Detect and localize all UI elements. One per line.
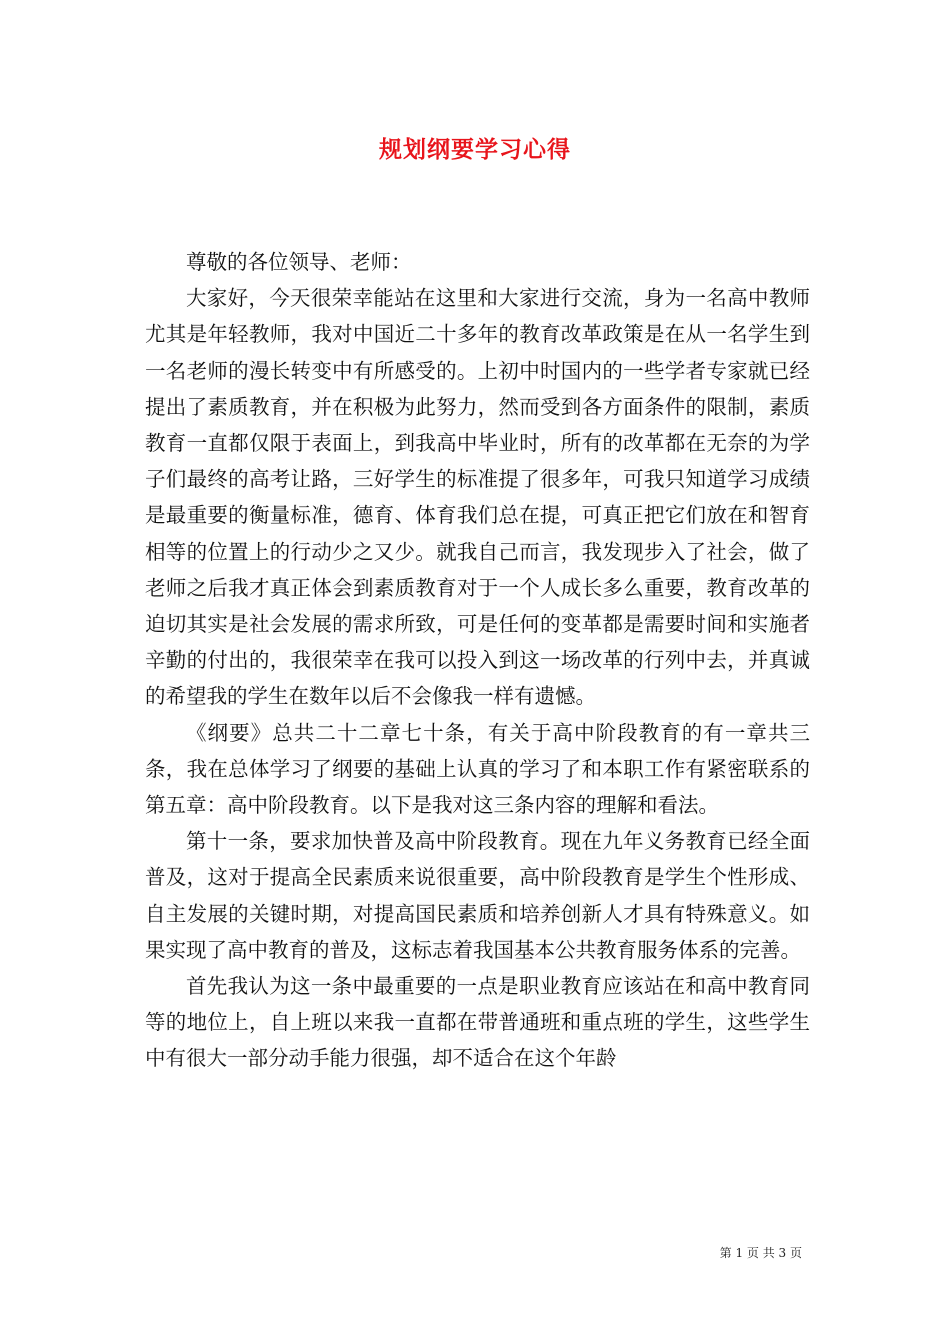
body-paragraph: 《纲要》总共二十二章七十条，有关于高中阶段教育的有一章共三条，我在总体学习了纲要的基础上认真的学习了和本职工作有紧密联系的第五章：高中阶段教育。以下是我对这三条内容的理解和看法。 bbox=[145, 720, 810, 818]
body-paragraph: 第十一条，要求加快普及高中阶段教育。现在九年义务教育已经全面普及，这对于提高全民素质来说很重要，高中阶段教育是学生个性形成、自主发展的关键时期，对提高国民素质和培养创新人才具有特殊意义。如果实现了高中教育的普及，这标志着我国基本公共教育服务体系的完善。 bbox=[145, 829, 810, 962]
document-body bbox=[145, 244, 810, 1077]
salutation-paragraph: 尊敬的各位领导、老师： bbox=[186, 250, 412, 274]
body-paragraph: 首先我认为这一条中最重要的一点是职业教育应该站在和高中教育同等的地位上，自上班以来我一直都在带普通班和重点班的学生，这些学生中有很大一部分动手能力很强，却不适合在这个年龄 bbox=[145, 974, 810, 1071]
page-number-footer: 第 1 页 共 3 页 bbox=[719, 1246, 802, 1260]
document-title: 规划纲要学习心得 bbox=[379, 136, 571, 163]
body-paragraph: 大家好，今天很荣幸能站在这里和大家进行交流，身为一名高中教师尤其是年轻教师，我对中国近二十多年的教育改革政策是在从一名学生到一名老师的漫长转变中有所感受的。上初中时国内的一些学者专家就已经提出了素质教育，并在积极为此努力，然而受到各方面条件的限制，素质教育一直都仅限于表面上，到我高中毕业时，所有的改革都在无奈的为学子们最终的高考让路，三好学生的标准提了很多年，可我只知道学习成绩是最重要的衡量标准，德育、体育我们总在提，可真正把它们放在和智育相等的位置上的行动少之又少。就我自己而言，我发现步入了社会，做了老师之后我才真正体会到素质教育对于一个人成长多么重要，教育改革的迫切其实是社会发展的需求所致，可是任何的变革都是需要时间和实施者辛勤的付出的，我很荣幸在我可以投入到这一场改革的行列中去，并真诚的希望我的学生在数年以后不会像我一样有遗憾。 bbox=[145, 286, 810, 709]
